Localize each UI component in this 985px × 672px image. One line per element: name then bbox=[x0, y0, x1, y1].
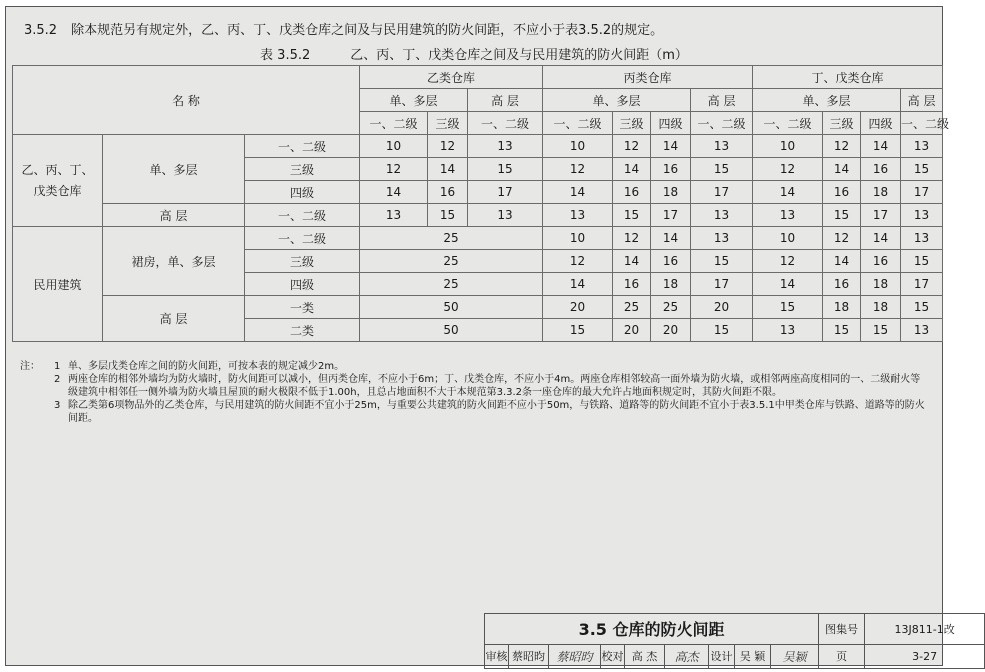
value-cell: 17 bbox=[901, 181, 943, 204]
row-grade: 三级 bbox=[245, 250, 360, 273]
table-title: 乙、丙、丁、戊类仓库之间及与民用建筑的防火间距（m） bbox=[350, 48, 688, 63]
value-cell: 13 bbox=[753, 204, 823, 227]
value-cell: 17 bbox=[651, 204, 691, 227]
value-cell: 20 bbox=[613, 319, 651, 342]
note-number: 1 bbox=[54, 361, 61, 372]
value-cell: 16 bbox=[861, 250, 901, 273]
fire-distance-table bbox=[12, 65, 950, 342]
note-item bbox=[20, 399, 930, 425]
header-grade: 三级 bbox=[428, 112, 468, 135]
value-cell: 12 bbox=[360, 158, 428, 181]
value-cell: 10 bbox=[753, 135, 823, 158]
value-cell: 10 bbox=[753, 227, 823, 250]
value-cell: 25 bbox=[651, 296, 691, 319]
value-cell: 12 bbox=[543, 158, 613, 181]
value-cell: 15 bbox=[691, 158, 753, 181]
header-grade: 一、二级 bbox=[753, 112, 823, 135]
table-row bbox=[13, 204, 943, 227]
table-row bbox=[13, 296, 943, 319]
value-cell: 17 bbox=[691, 273, 753, 296]
checker-signature: 高杰 bbox=[665, 644, 709, 668]
atlas-label: 图集号 bbox=[819, 614, 865, 645]
value-cell: 17 bbox=[468, 181, 543, 204]
value-cell: 13 bbox=[543, 204, 613, 227]
table-row bbox=[13, 135, 943, 158]
header-yi-high: 高 层 bbox=[468, 89, 543, 112]
value-cell: 17 bbox=[901, 273, 943, 296]
designer-name: 吴 颖 bbox=[735, 644, 771, 668]
value-cell: 10 bbox=[360, 135, 428, 158]
header-name: 名 称 bbox=[13, 66, 360, 135]
page-label: 页 bbox=[819, 644, 865, 668]
value-cell: 16 bbox=[613, 273, 651, 296]
value-cell: 12 bbox=[753, 250, 823, 273]
section-intro bbox=[24, 19, 663, 38]
header-ding-single-multi: 单、多层 bbox=[753, 89, 901, 112]
checker-name: 高 杰 bbox=[625, 644, 665, 668]
row-grade: 四级 bbox=[245, 181, 360, 204]
value-cell: 13 bbox=[901, 319, 943, 342]
value-cell: 15 bbox=[823, 204, 861, 227]
value-cell: 50 bbox=[360, 296, 543, 319]
row-grade: 四级 bbox=[245, 273, 360, 296]
value-cell: 13 bbox=[901, 135, 943, 158]
value-cell: 16 bbox=[651, 250, 691, 273]
header-grade: 一、二级 bbox=[901, 112, 943, 135]
header-bing-single-multi: 单、多层 bbox=[543, 89, 691, 112]
value-cell: 16 bbox=[651, 158, 691, 181]
header-grade: 一、二级 bbox=[468, 112, 543, 135]
value-cell: 14 bbox=[543, 181, 613, 204]
row-subcategory: 高 层 bbox=[103, 204, 245, 227]
row-class: 二类 bbox=[245, 319, 360, 342]
value-cell: 14 bbox=[861, 135, 901, 158]
value-cell: 15 bbox=[901, 250, 943, 273]
value-cell: 17 bbox=[861, 204, 901, 227]
value-cell: 14 bbox=[861, 227, 901, 250]
value-cell: 12 bbox=[428, 135, 468, 158]
value-cell: 25 bbox=[360, 273, 543, 296]
value-cell: 13 bbox=[753, 319, 823, 342]
value-cell: 17 bbox=[691, 181, 753, 204]
value-cell: 10 bbox=[543, 135, 613, 158]
table-number: 表 3.5.2 bbox=[260, 48, 311, 63]
value-cell: 18 bbox=[861, 181, 901, 204]
value-cell: 14 bbox=[753, 273, 823, 296]
value-cell: 15 bbox=[901, 296, 943, 319]
header-row-1 bbox=[13, 66, 943, 89]
value-cell: 13 bbox=[691, 135, 753, 158]
atlas-number: 13J811-1改 bbox=[865, 614, 985, 645]
value-cell: 25 bbox=[360, 227, 543, 250]
value-cell: 20 bbox=[543, 296, 613, 319]
value-cell: 20 bbox=[651, 319, 691, 342]
note-item bbox=[20, 373, 930, 399]
value-cell: 12 bbox=[823, 135, 861, 158]
value-cell: 15 bbox=[861, 319, 901, 342]
value-cell: 12 bbox=[823, 227, 861, 250]
row-grade: 一、二级 bbox=[245, 204, 360, 227]
value-cell: 18 bbox=[861, 296, 901, 319]
value-cell: 14 bbox=[651, 135, 691, 158]
value-cell: 16 bbox=[613, 181, 651, 204]
value-cell: 16 bbox=[823, 181, 861, 204]
value-cell: 15 bbox=[901, 158, 943, 181]
value-cell: 14 bbox=[613, 250, 651, 273]
value-cell: 12 bbox=[753, 158, 823, 181]
value-cell: 13 bbox=[468, 135, 543, 158]
header-grade: 一、二级 bbox=[691, 112, 753, 135]
value-cell: 14 bbox=[428, 158, 468, 181]
value-cell: 13 bbox=[468, 204, 543, 227]
value-cell: 13 bbox=[691, 204, 753, 227]
value-cell: 12 bbox=[543, 250, 613, 273]
header-group-ding: 丁、戊类仓库 bbox=[753, 66, 943, 89]
value-cell: 18 bbox=[823, 296, 861, 319]
header-group-yi: 乙类仓库 bbox=[360, 66, 543, 89]
value-cell: 18 bbox=[861, 273, 901, 296]
value-cell: 14 bbox=[613, 158, 651, 181]
review-label: 审核 bbox=[485, 644, 509, 668]
reviewer-signature: 蔡昭昀 bbox=[549, 644, 601, 668]
row-subcategory: 裙房，单、多层 bbox=[103, 227, 245, 296]
row-grade: 一、二级 bbox=[245, 135, 360, 158]
header-ding-high: 高 层 bbox=[901, 89, 943, 112]
value-cell: 15 bbox=[753, 296, 823, 319]
drawing-sheet bbox=[5, 6, 955, 666]
value-cell: 14 bbox=[360, 181, 428, 204]
header-bing-high: 高 层 bbox=[691, 89, 753, 112]
design-label: 设计 bbox=[709, 644, 735, 668]
value-cell: 15 bbox=[428, 204, 468, 227]
row-grade: 三级 bbox=[245, 158, 360, 181]
row-subcategory: 单、多层 bbox=[103, 135, 245, 204]
note-text: 两座仓库的相邻外墙均为防火墙时，防火间距可以减小，但丙类仓库，不应小于6m；丁、戊类仓库，不应小于4m。两座仓库相邻较高一面外墙为防火墙，或相邻两座高度相同的一、二级耐火等级建筑中相邻任一侧外墙为防火墙且屋顶的耐火极限不低于1.00h，且总占地面积不大于本规范第3.3.2条一座仓库的最大允许占地面积规定时，其防火间距不限。 bbox=[68, 374, 921, 398]
table-caption bbox=[6, 44, 942, 63]
section-number: 3.5.2 bbox=[24, 23, 58, 38]
value-cell: 14 bbox=[753, 181, 823, 204]
value-cell: 15 bbox=[691, 319, 753, 342]
header-group-bing: 丙类仓库 bbox=[543, 66, 753, 89]
title-block bbox=[484, 613, 985, 669]
page-number: 3-27 bbox=[865, 644, 985, 668]
header-grade: 四级 bbox=[651, 112, 691, 135]
drawing-title: 3.5 仓库的防火间距 bbox=[485, 614, 819, 645]
value-cell: 14 bbox=[543, 273, 613, 296]
value-cell: 14 bbox=[651, 227, 691, 250]
row-subcategory: 高 层 bbox=[103, 296, 245, 342]
value-cell: 25 bbox=[360, 250, 543, 273]
header-grade: 三级 bbox=[613, 112, 651, 135]
value-cell: 14 bbox=[823, 250, 861, 273]
table-row bbox=[13, 227, 943, 250]
note-number: 2 bbox=[54, 374, 61, 385]
value-cell: 14 bbox=[823, 158, 861, 181]
reviewer-name: 蔡昭昀 bbox=[509, 644, 549, 668]
row-grade: 一、二级 bbox=[245, 227, 360, 250]
value-cell: 12 bbox=[613, 227, 651, 250]
note-number: 3 bbox=[54, 400, 61, 411]
header-grade: 一、二级 bbox=[543, 112, 613, 135]
value-cell: 15 bbox=[823, 319, 861, 342]
section-text: 除本规范另有规定外，乙、丙、丁、戊类仓库之间及与民用建筑的防火间距，不应小于表3.5.2的规定。 bbox=[71, 23, 664, 38]
header-yi-single-multi: 单、多层 bbox=[360, 89, 468, 112]
row-category-warehouse: 乙、丙、丁、戊类仓库 bbox=[13, 135, 103, 227]
header-grade: 四级 bbox=[861, 112, 901, 135]
notes-lead: 注： bbox=[20, 361, 40, 372]
value-cell: 16 bbox=[823, 273, 861, 296]
designer-signature: 吴颖 bbox=[771, 644, 819, 668]
table-notes bbox=[20, 360, 930, 425]
value-cell: 25 bbox=[613, 296, 651, 319]
header-grade: 一、二级 bbox=[360, 112, 428, 135]
note-text: 除乙类第6项物品外的乙类仓库，与民用建筑的防火间距不宜小于25m，与重要公共建筑的防火间距不应小于50m，与铁路、道路等的防火间距不宜小于表3.5.1中甲类仓库与铁路、道路等的防火间距。 bbox=[68, 400, 925, 424]
value-cell: 15 bbox=[468, 158, 543, 181]
header-grade: 三级 bbox=[823, 112, 861, 135]
value-cell: 15 bbox=[691, 250, 753, 273]
value-cell: 13 bbox=[360, 204, 428, 227]
value-cell: 16 bbox=[428, 181, 468, 204]
check-label: 校对 bbox=[601, 644, 625, 668]
note-text: 单、多层戊类仓库之间的防火间距，可按本表的规定减少2m。 bbox=[68, 361, 345, 372]
value-cell: 13 bbox=[901, 204, 943, 227]
value-cell: 15 bbox=[543, 319, 613, 342]
row-category-civil: 民用建筑 bbox=[13, 227, 103, 342]
value-cell: 16 bbox=[861, 158, 901, 181]
note-item bbox=[20, 360, 930, 373]
value-cell: 20 bbox=[691, 296, 753, 319]
value-cell: 10 bbox=[543, 227, 613, 250]
value-cell: 18 bbox=[651, 181, 691, 204]
value-cell: 15 bbox=[613, 204, 651, 227]
row-class: 一类 bbox=[245, 296, 360, 319]
value-cell: 13 bbox=[901, 227, 943, 250]
value-cell: 12 bbox=[613, 135, 651, 158]
value-cell: 50 bbox=[360, 319, 543, 342]
value-cell: 13 bbox=[691, 227, 753, 250]
value-cell: 18 bbox=[651, 273, 691, 296]
